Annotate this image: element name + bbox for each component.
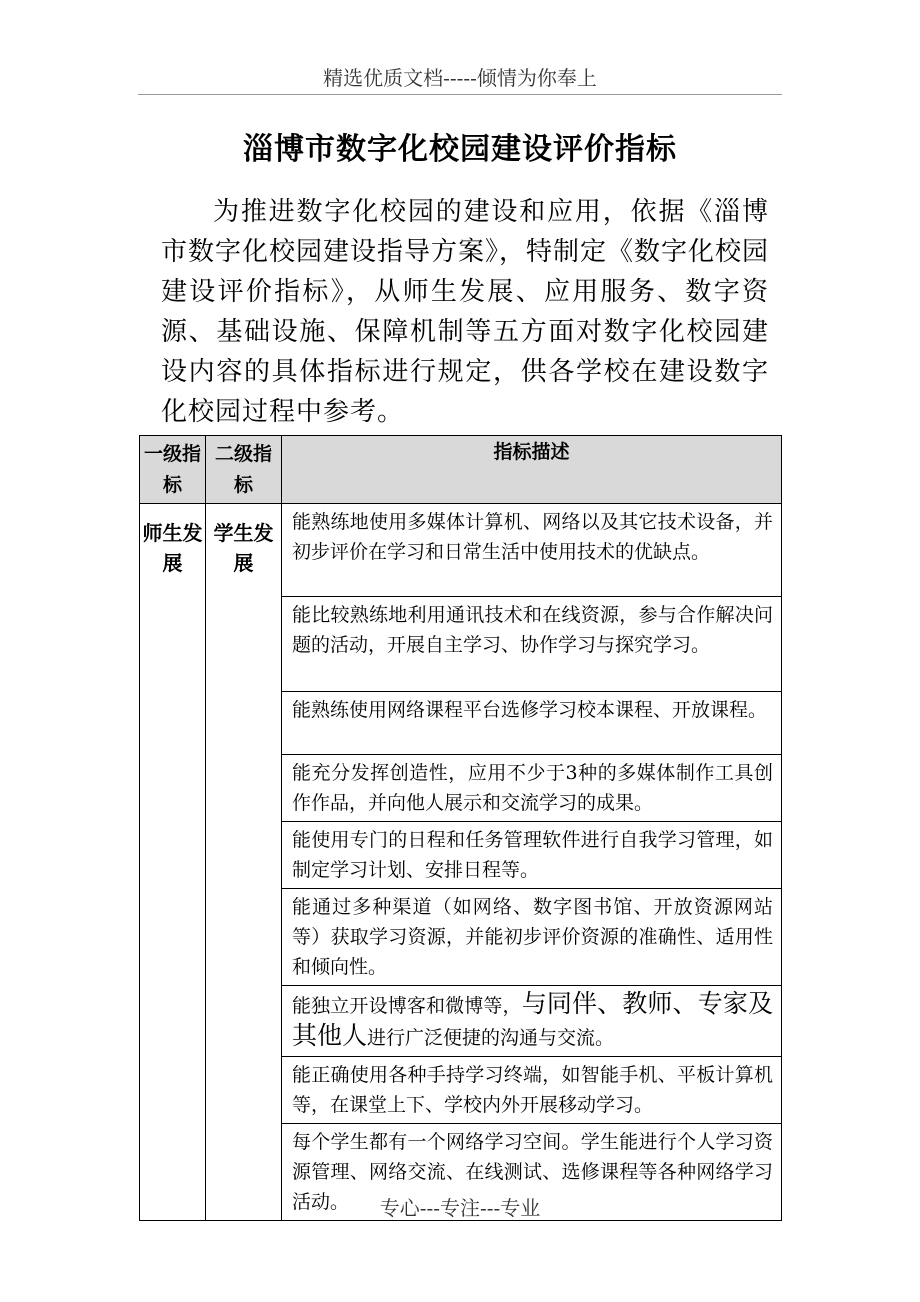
description-cell: 能比较熟练地利用通讯技术和在线资源，参与合作解决问题的活动，开展自主学习、协作学习与探究学习。 [282, 597, 782, 692]
row7-part3: 进行广泛便捷的沟通与交流。 [367, 1027, 615, 1049]
document-title: 淄博市数字化校园建设评价指标 [243, 132, 677, 167]
description-cell: 能正确使用各种手持学习终端，如智能手机、平板计算机等，在课堂上下、学校内外开展移动学习。 [282, 1057, 782, 1124]
description-cell: 能使用专门的日程和任务管理软件进行自我学习管理，如制定学习计划、安排日程等。 [282, 822, 782, 889]
intro-paragraph: 为推进数字化校园的建设和应用，依据《淄博市数字化校园建设指导方案》，特制定《数字化校园建设评价指标》，从师生发展、应用服务、数字资源、基础设施、保障机制等五方面对数字化校园建设内容的具体指标进行规定，供各学校在建设数字化校园过程中参考。 [161, 197, 770, 427]
table-header-row [140, 436, 782, 504]
description-cell: 每个学生都有一个网络学习空间。学生能进行个人学习资源管理、网络交流、在线测试、选修课程等各种网络学习活动。 [282, 1124, 782, 1221]
indicator-table [139, 435, 782, 1221]
row7-part1: 能独立开设博客和微博等， [292, 995, 522, 1017]
header-divider [138, 94, 782, 95]
header-level2: 二级指标 [206, 436, 282, 504]
level2-cell: 学生发展 [206, 504, 282, 1221]
description-cell: 能熟练使用网络课程平台选修学习校本课程、开放课程。 [282, 692, 782, 755]
level1-cell: 师生发展 [140, 504, 206, 1221]
description-cell [282, 986, 782, 1057]
description-cell: 能充分发挥创造性，应用不少于3种的多媒体制作工具创作作品，并向他人展示和交流学习的成果。 [282, 755, 782, 822]
page-footer: 专心---专注---专业 [379, 1196, 541, 1220]
table-row [140, 504, 782, 597]
description-cell: 能熟练地使用多媒体计算机、网络以及其它技术设备，并初步评价在学习和日常生活中使用技术的优缺点。 [282, 504, 782, 597]
header-description: 指标描述 [282, 436, 782, 504]
header-level1: 一级指标 [140, 436, 206, 504]
description-cell: 能通过多种渠道（如网络、数字图书馆、开放资源网站等）获取学习资源，并能初步评价资源的准确性、适用性和倾向性。 [282, 889, 782, 986]
page-header: 精选优质文档-----倾情为你奉上 [323, 66, 597, 90]
row7-part2: 与同伴、教师、专家及其他人 [292, 989, 773, 1050]
